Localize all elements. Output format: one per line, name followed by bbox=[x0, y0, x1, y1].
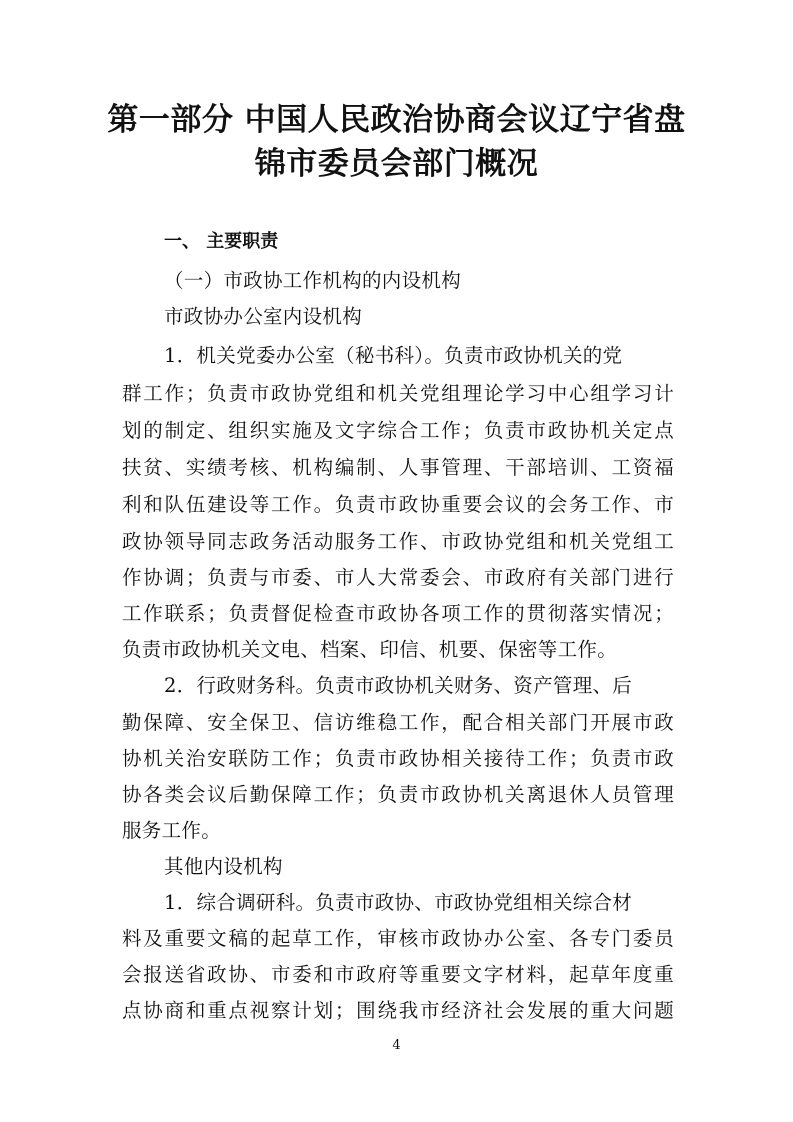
section-heading: 一、 主要职责 bbox=[164, 231, 279, 252]
paragraph-line: 负责市政协机关文电、档案、印信、机要、保密等工作。 bbox=[122, 638, 618, 661]
title-line-1: 第一部分 中国人民政治协商会议辽宁省盘 bbox=[107, 102, 686, 138]
subheading-office-bodies: 市政协办公室内设机构 bbox=[164, 305, 363, 328]
paragraph-line: 勤保障、安全保卫、信访维稳工作，配合相关部门开展市政 bbox=[122, 711, 674, 734]
paragraph-line: 2．行政财务科。负责市政协机关财务、资产管理、后 bbox=[164, 674, 633, 697]
page-number: 4 bbox=[392, 1038, 401, 1053]
paragraph-line: 会报送省政协、市委和市政府等重要文字材料，起草年度重 bbox=[122, 963, 674, 986]
page-title bbox=[100, 98, 693, 186]
paragraph-line: 点协商和重点视察计划；围绕我市经济社会发展的重大问题 bbox=[122, 999, 674, 1022]
subheading-internal-bodies: （一）市政协工作机构的内设机构 bbox=[164, 269, 462, 292]
paragraph-line: 扶贫、实绩考核、机构编制、人事管理、干部培训、工资福 bbox=[122, 456, 674, 479]
title-line-2: 锦市委员会部门概况 bbox=[254, 146, 539, 182]
paragraph-line: 料及重要文稿的起草工作，审核市政协办公室、各专门委员 bbox=[122, 927, 674, 950]
subheading-other-bodies: 其他内设机构 bbox=[164, 855, 283, 878]
paragraph-line: 1．机关党委办公室（秘书科）。负责市政协机关的党 bbox=[164, 344, 623, 367]
paragraph-line: 1．综合调研科。负责市政协、市政协党组相关综合材 bbox=[164, 891, 633, 914]
paragraph-line: 作协调；负责与市委、市人大常委会、市政府有关部门进行 bbox=[122, 566, 674, 589]
paragraph-line: 协机关治安联防工作；负责市政协相关接待工作；负责市政 bbox=[122, 747, 674, 770]
paragraph-line: 群工作；负责市政协党组和机关党组理论学习中心组学习计 bbox=[122, 382, 674, 405]
paragraph-line: 工作联系；负责督促检查市政协各项工作的贯彻落实情况； bbox=[122, 602, 674, 625]
paragraph-line: 协各类会议后勤保障工作；负责市政协机关离退休人员管理 bbox=[122, 783, 674, 806]
paragraph-line: 政协领导同志政务活动服务工作、市政协党组和机关党组工 bbox=[122, 530, 674, 553]
paragraph-line: 划的制定、组织实施及文字综合工作；负责市政协机关定点 bbox=[122, 419, 674, 442]
paragraph-line: 利和队伍建设等工作。负责市政协重要会议的会务工作、市 bbox=[122, 493, 674, 516]
paragraph-line: 服务工作。 bbox=[122, 819, 222, 842]
